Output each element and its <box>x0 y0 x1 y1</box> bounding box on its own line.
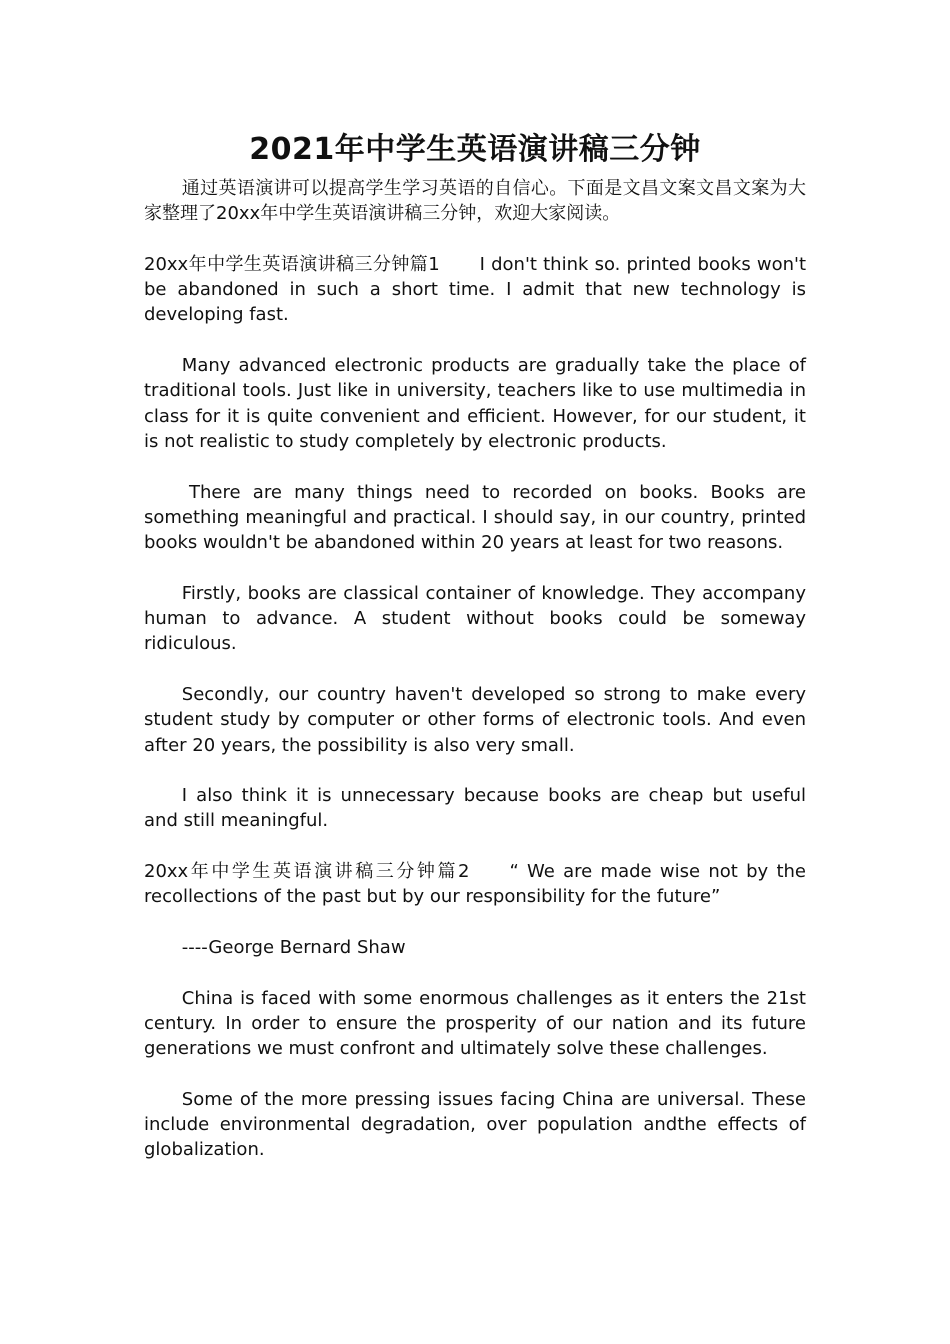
section2-paragraph: Some of the more pressing issues facing China are universal. These include environmental degradation, over population andthe effects of globalization. <box>144 1088 806 1161</box>
paragraph-gap <box>144 910 806 935</box>
paragraph-gap <box>144 1061 806 1086</box>
intro-paragraph: 通过英语演讲可以提高学生学习英语的自信心。下面是文昌文案文昌文案为大家整理了20xx年中学生英语演讲稿三分钟，欢迎大家阅读。 <box>144 178 806 225</box>
paragraph-gap <box>144 834 806 859</box>
paragraph-gap <box>144 227 806 252</box>
paragraph-gap <box>144 960 806 985</box>
paragraph-gap <box>144 758 806 783</box>
section1-paragraph: I also think it is unnecessary because books are cheap but useful and still meaningful. <box>144 785 806 832</box>
section2-first-text: “ We are made wise not by the recollections of the past but by our responsibility for the future” <box>144 861 806 908</box>
section2-first-paragraph <box>144 859 806 910</box>
section1-heading: 20xx年中学生英语演讲稿三分钟篇1 <box>144 253 440 275</box>
section1-paragraph: There are many things need to recorded on books. Books are something meaningful and practical. I should say, in our country, printed books wouldn't be abandoned within 20 years at least for two reasons. <box>144 481 806 554</box>
paragraph-gap <box>144 555 806 580</box>
section1-first-paragraph <box>144 252 806 328</box>
document-body <box>144 128 806 1163</box>
paragraph-gap <box>144 657 806 682</box>
document-title: 2021年中学生英语演讲稿三分钟 <box>249 132 701 167</box>
section1-paragraph: Many advanced electronic products are gradually take the place of traditional tools. Just like in university, teachers like to use multimedia in class for it is quite convenient and efficient. However, for our student, it is not realistic to study completely by electronic products. <box>144 355 806 452</box>
paragraph-gap <box>144 328 806 353</box>
quote-attribution: ----George Bernard Shaw <box>181 936 406 958</box>
section2-paragraph: China is faced with some enormous challenges as it enters the 21st century. In order to ensure the prosperity of our nation and its future generations we must confront and ultimately solve these challenges. <box>144 987 806 1060</box>
paragraph-gap <box>144 454 806 479</box>
section1-paragraph: Firstly, books are classical container of knowledge. They accompany human to advance. A student without books could be someway ridiculous. <box>144 582 806 655</box>
section1-paragraph: Secondly, our country haven't developed so strong to make every student study by computer or other forms of electronic tools. And even after 20 years, the possibility is also very small. <box>144 683 806 756</box>
section2-heading: 20xx年中学生英语演讲稿三分钟篇2 <box>144 861 470 883</box>
section1-first-text: I don't think so. printed books won't be abandoned in such a short time. I admit that new technology is developing fast. <box>144 253 807 326</box>
